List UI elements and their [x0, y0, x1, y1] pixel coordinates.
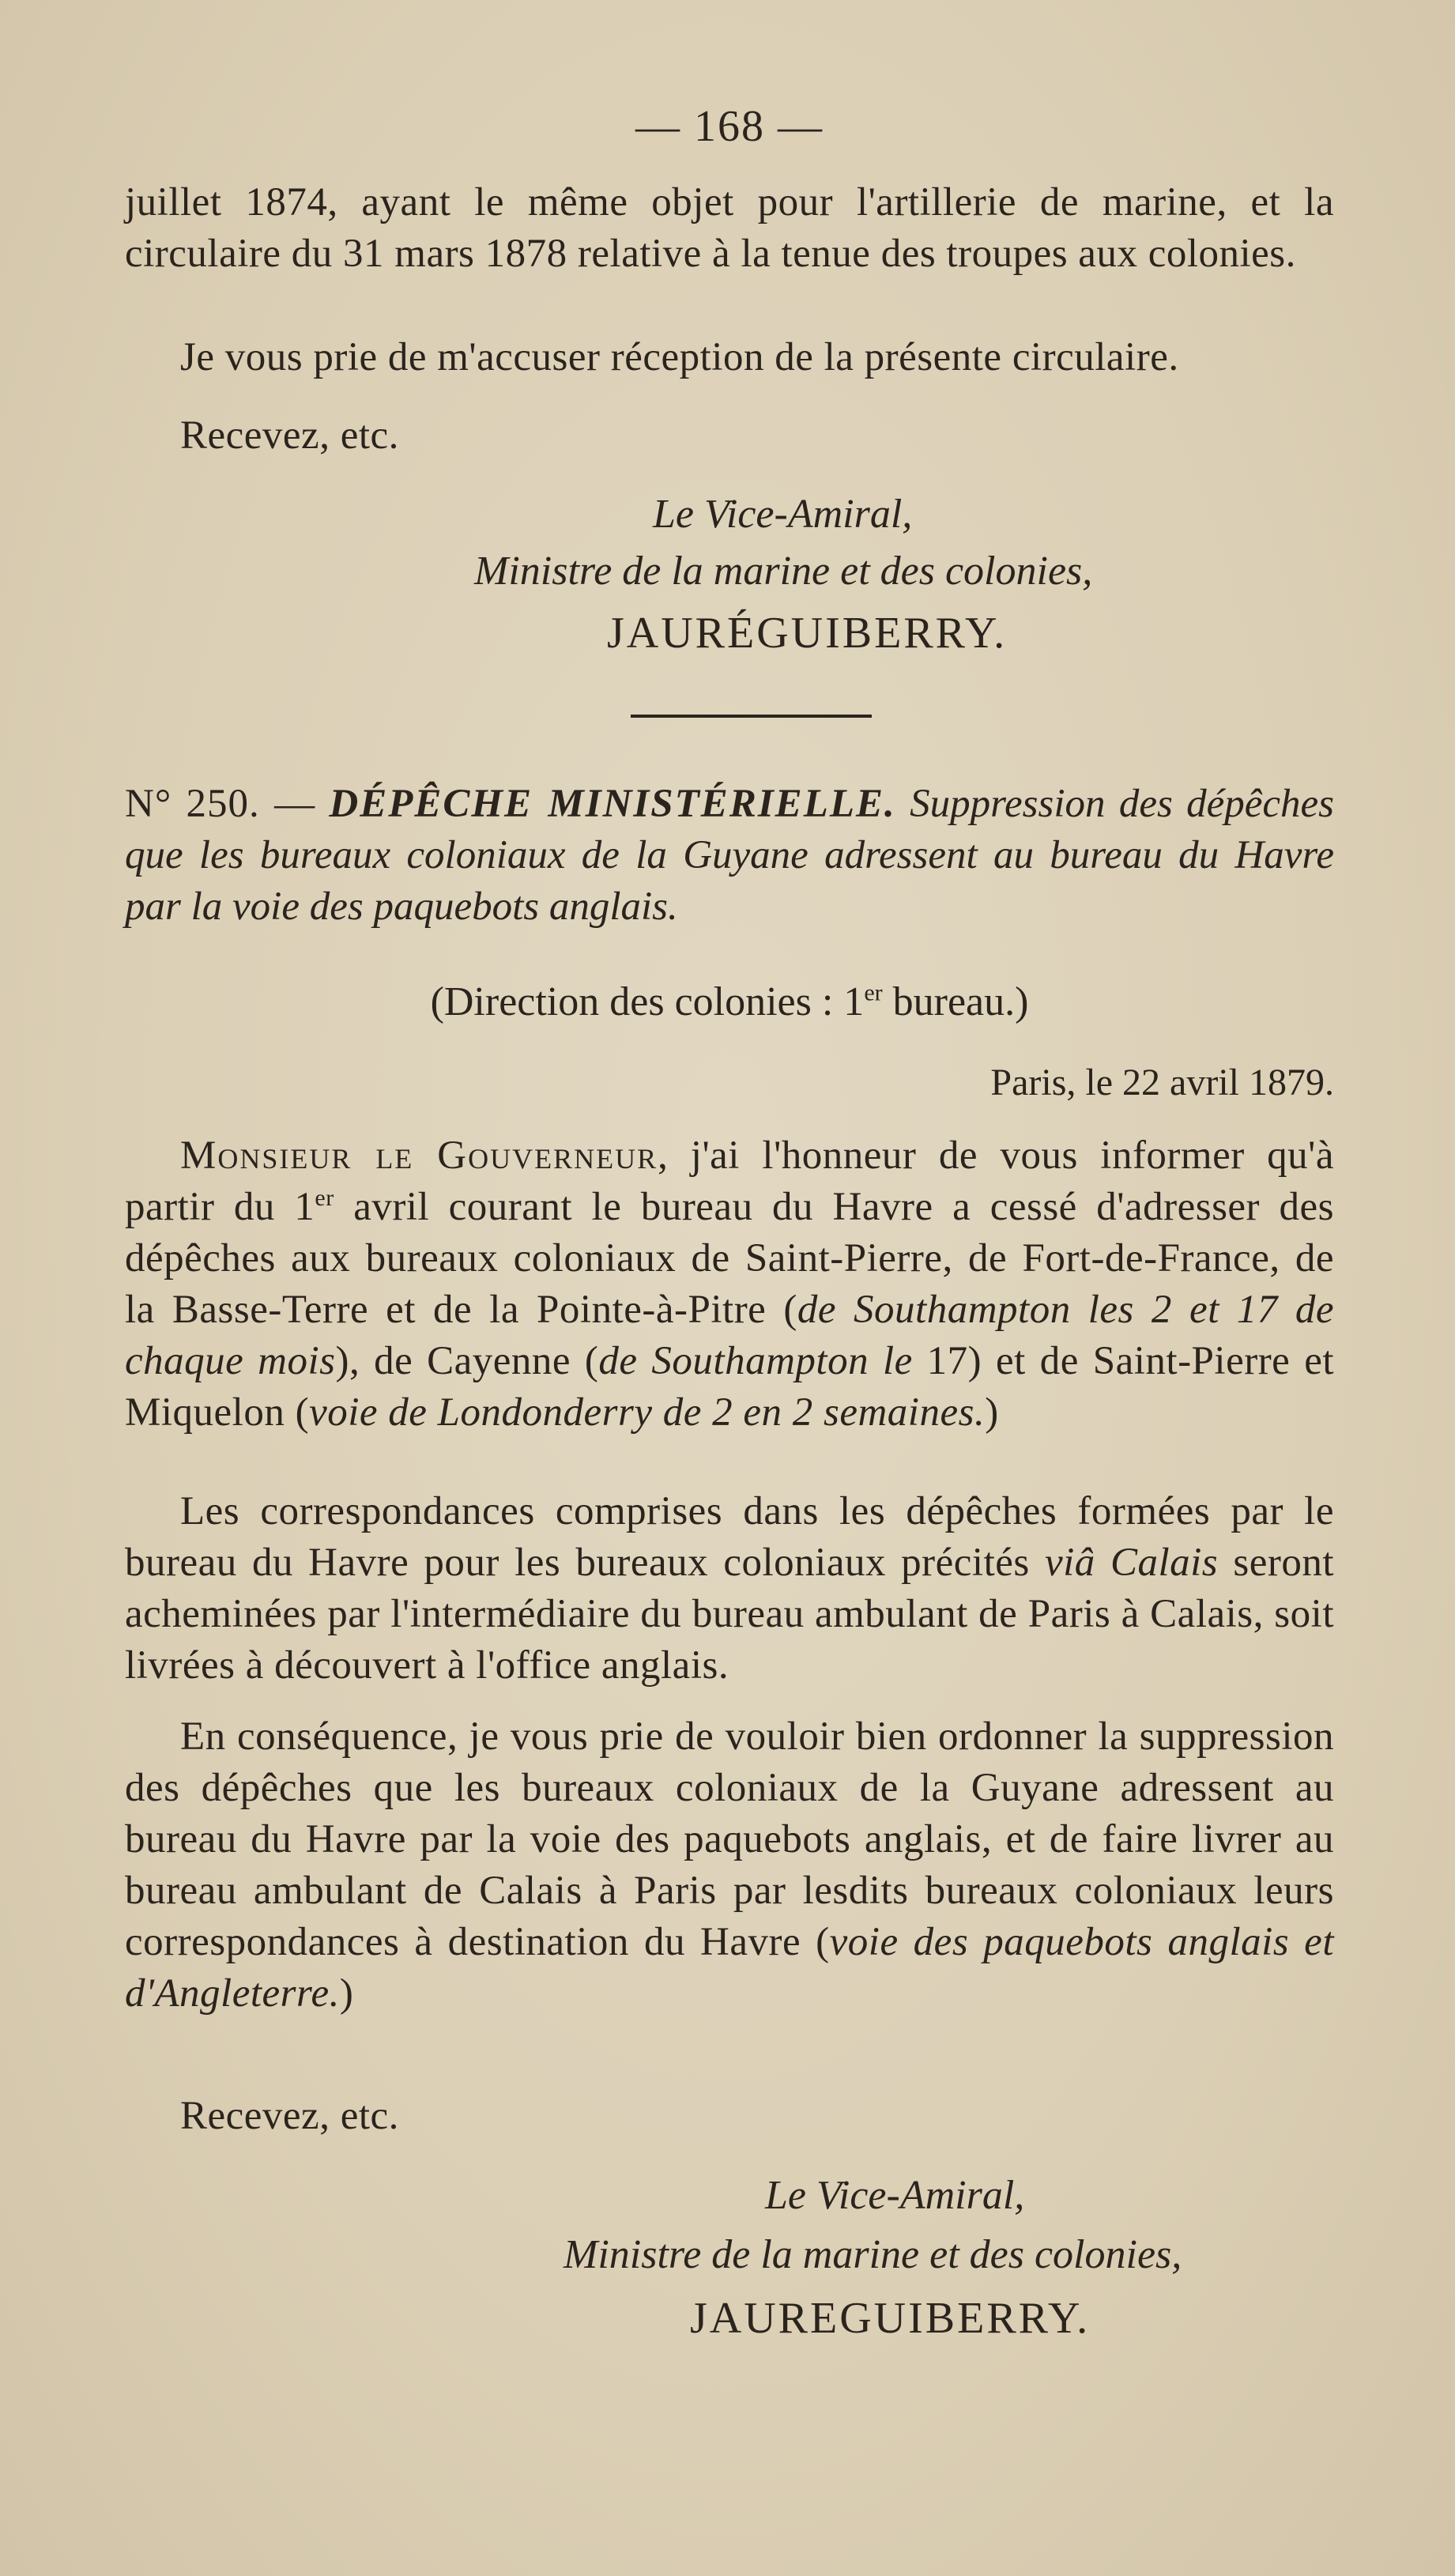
p2-text-b: seront acheminées par l'intermédiaire du bureau ambulant de Paris à Calais, soit livrées à découvert à l'office anglais.: [125, 1541, 1334, 1688]
intro-paragraph: juillet 1874, ayant le même objet pour l'artillerie de marine, et la circulaire du 31 mars 1878 relative à la tenue des troupes aux colonies.: [125, 180, 1334, 276]
p3-italic: voie des paquebots anglais et d'Angleterre.: [125, 1920, 1334, 2016]
p1-text-c: ), de Cayenne (: [335, 1339, 599, 1383]
page-number: — 168 —: [635, 102, 824, 151]
p1-text-d: 17) et de Saint-Pierre et Miquelon (: [125, 1339, 1335, 1435]
p3-text-a: En conséquence, je vous prie de vouloir bien ordonner la suppression des dépêches que les bureaux coloniaux de la Guyane adressent au bureau du Havre par la voie des paquebots anglais, et de faire livrer au bureau ambulant de Calais à Paris par lesdits bureaux coloniaux leurs correspondances à destination du Havre (: [125, 1714, 1334, 1964]
body-paragraph-2: [125, 1486, 1334, 1692]
direction-sup: er: [864, 979, 883, 1006]
p1-text-a: , j'ai l'honneur de vous informer qu'à partir du 1: [125, 1133, 1334, 1229]
p1-italic-2: de Southampton le: [598, 1339, 913, 1383]
signature1-rank: Le Vice-Amiral,: [653, 492, 913, 537]
signature1-title: Ministre de la marine et des colonies,: [474, 549, 1093, 594]
p2-text-a: Les correspondances comprises dans les dépêches formées par le bureau du Havre pour les bureaux coloniaux précités: [125, 1489, 1334, 1585]
signature2-title: Ministre de la marine et des colonies,: [564, 2232, 1182, 2277]
p1-text-b: avril courant le bureau du Havre a cessé d'adresser des dépêches aux bureaux coloniaux de Saint-Pierre, de Fort-de-France, de la Basse-Terre et de la Pointe-à-Pitre (: [125, 1185, 1334, 1332]
section-divider: [631, 715, 872, 718]
intro-request: Je vous prie de m'accuser réception de la présente circulaire.: [180, 335, 1179, 379]
body-closing: Recevez, etc.: [180, 2094, 399, 2138]
direction-pre: (Direction des colonies : 1: [430, 979, 865, 1024]
document-heading: [125, 779, 1334, 933]
intro-closing: Recevez, etc.: [180, 413, 399, 458]
signature1-name: JAURÉGUIBERRY.: [607, 609, 1008, 658]
p3-text-b: ): [339, 1971, 354, 2016]
p1-italic-3: voie de Londonderry de 2 en 2 semaines.: [309, 1390, 986, 1435]
document-title: DÉPÊCHE MINISTÉRIELLE.: [329, 782, 896, 826]
p1-sup: er: [315, 1185, 334, 1211]
p1-italic-1: de Southampton les 2 et 17 de chaque mois: [125, 1288, 1334, 1383]
p2-italic: viâ Calais: [1044, 1541, 1219, 1585]
body-paragraph-1: [125, 1130, 1334, 1439]
p1-text-e: ): [985, 1390, 999, 1435]
signature2-name: JAUREGUIBERRY.: [690, 2294, 1091, 2343]
document-date: Paris, le 22 avril 1879.: [990, 1062, 1334, 1103]
document-number: N° 250. —: [125, 782, 316, 826]
direction-post: bureau.): [882, 979, 1029, 1024]
signature2-rank: Le Vice-Amiral,: [765, 2173, 1025, 2218]
body-paragraph-3: [125, 1711, 1334, 2020]
document-subject: Suppression des dépêches que les bureaux coloniaux de la Guyane adressent au bureau du Havre par la voie des paquebots anglais.: [125, 782, 1335, 929]
direction-line: [125, 976, 1334, 1028]
salutation: Monsieur le Gouverneur: [180, 1133, 658, 1178]
